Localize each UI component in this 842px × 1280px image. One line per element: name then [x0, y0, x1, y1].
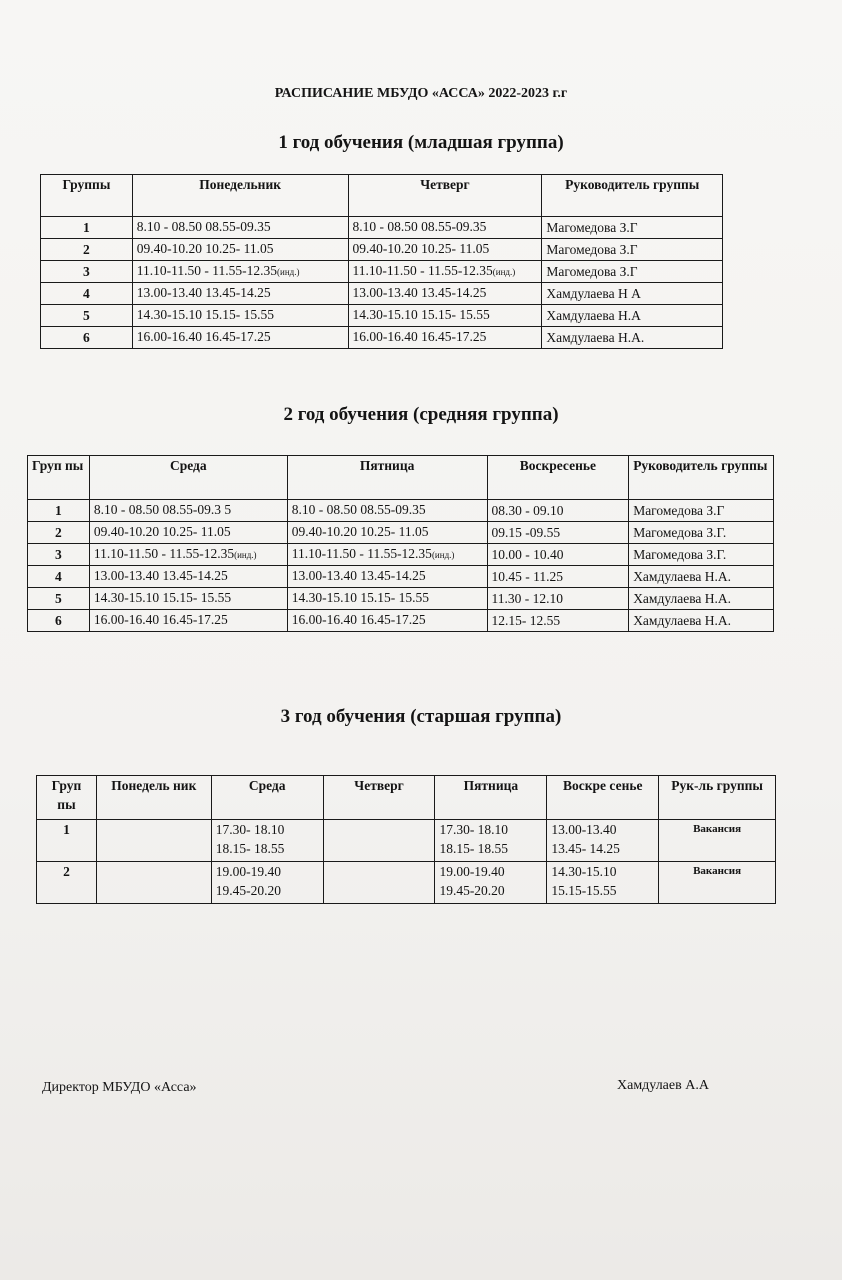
- monday-time-text: 8.10 - 08.50 08.55-09.35: [136, 219, 271, 234]
- thursday-time-text: 8.10 - 08.50 08.55-09.35: [352, 219, 487, 234]
- monday-time: [132, 261, 348, 283]
- col-header-monday: Понедельник: [132, 175, 348, 217]
- sunday-time: [547, 820, 659, 862]
- director-position: Директор МБУДО «Асса»: [42, 1080, 197, 1095]
- group-number: 1: [37, 820, 97, 862]
- leader-name: Хамдулаева Н.А: [542, 305, 723, 327]
- sunday-time: 11.30 - 12.10: [487, 588, 629, 610]
- wednesday-time-text: 09.40-10.20 10.25- 11.05: [93, 524, 231, 539]
- friday-time-text: 11.10-11.50 - 11.55-12.35: [291, 546, 432, 561]
- sunday-time: 10.45 - 11.25: [487, 566, 629, 588]
- document-title: РАСПИСАНИЕ МБУДО «АССА» 2022-2023 г.г: [274, 86, 568, 101]
- friday-time-line: 19.45-20.20: [439, 883, 505, 898]
- leader-name: Магомедова З.Г: [629, 500, 774, 522]
- group-number: 6: [28, 610, 90, 632]
- col-header-thursday: Четверг: [348, 175, 542, 217]
- table-row: [28, 544, 774, 566]
- table-row: [37, 820, 776, 862]
- thursday-time: [348, 239, 542, 261]
- thursday-time: [348, 217, 542, 239]
- wednesday-time-line: 17.30- 18.10: [215, 822, 285, 837]
- wednesday-time: [89, 610, 287, 632]
- friday-time: [287, 566, 487, 588]
- col-header-monday: Понедель ник: [96, 776, 211, 820]
- sunday-time-line: 15.15-15.55: [551, 883, 617, 898]
- group-number: 2: [41, 239, 133, 261]
- sunday-time: 08.30 - 09.10: [487, 500, 629, 522]
- sunday-time-line: 13.00-13.40: [551, 822, 617, 837]
- monday-time: [132, 283, 348, 305]
- section3-title: 3 год обучения (старшая группа): [280, 706, 562, 727]
- group-number: 1: [41, 217, 133, 239]
- group-number: 1: [28, 500, 90, 522]
- friday-note: (инд.): [431, 550, 455, 560]
- monday-time: [96, 862, 211, 904]
- table-row: [28, 500, 774, 522]
- friday-time-text: 8.10 - 08.50 08.55-09.35: [291, 502, 426, 517]
- leader-name: Хамдулаева Н.А.: [542, 327, 723, 349]
- wednesday-time-text: 11.10-11.50 - 11.55-12.35: [93, 546, 235, 561]
- thursday-time: [348, 327, 542, 349]
- wednesday-time: [89, 500, 287, 522]
- leader-name: Магомедова З.Г: [542, 217, 723, 239]
- thursday-time: [323, 862, 435, 904]
- monday-time: [132, 327, 348, 349]
- table-row: [28, 588, 774, 610]
- group-number: 6: [41, 327, 133, 349]
- leader-name: Магомедова З.Г.: [629, 544, 774, 566]
- thursday-time: [323, 820, 435, 862]
- wednesday-time-line: 19.00-19.40: [215, 864, 281, 879]
- thursday-time-text: 16.00-16.40 16.45-17.25: [352, 329, 487, 344]
- sunday-time: [547, 862, 659, 904]
- col-header-wednesday: Среда: [89, 456, 287, 500]
- friday-time-line: 19.00-19.40: [439, 864, 505, 879]
- wednesday-time-text: 13.00-13.40 13.45-14.25: [93, 568, 228, 583]
- friday-time-line: 18.15- 18.55: [439, 841, 509, 856]
- table-row: [37, 862, 776, 904]
- table-row: [41, 305, 723, 327]
- col-header-groups: Группы: [41, 175, 133, 217]
- sunday-time: 12.15- 12.55: [487, 610, 629, 632]
- wednesday-time-line: 19.45-20.20: [215, 883, 281, 898]
- friday-time: [287, 544, 487, 566]
- wednesday-time-text: 8.10 - 08.50 08.55-09.3 5: [93, 502, 232, 517]
- monday-time: [132, 239, 348, 261]
- friday-time-text: 16.00-16.40 16.45-17.25: [291, 612, 426, 627]
- director-name: Хамдулаев А.А: [617, 1078, 709, 1093]
- table-row: [41, 217, 723, 239]
- wednesday-time-line: 18.15- 18.55: [215, 841, 285, 856]
- leader-name: Вакансия: [659, 820, 776, 862]
- thursday-note: (инд.): [492, 267, 516, 277]
- col-header-sunday: Воскре сенье: [547, 776, 659, 820]
- col-header-wednesday: Среда: [211, 776, 323, 820]
- friday-time-text: 09.40-10.20 10.25- 11.05: [291, 524, 429, 539]
- table-row: [41, 327, 723, 349]
- wednesday-time-text: 16.00-16.40 16.45-17.25: [93, 612, 228, 627]
- col-header-leader: Руководитель группы: [629, 456, 774, 500]
- group-number: 5: [41, 305, 133, 327]
- wednesday-time: [89, 544, 287, 566]
- thursday-time: [348, 283, 542, 305]
- table-row: [28, 522, 774, 544]
- col-header-groups: Груп пы: [28, 456, 90, 500]
- wednesday-time: [89, 522, 287, 544]
- monday-time-text: 11.10-11.50 - 11.55-12.35: [136, 263, 278, 278]
- leader-name: Хамдулаева Н.А.: [629, 566, 774, 588]
- schedule-table-year3: [36, 775, 776, 904]
- section2-title: 2 год обучения (средняя группа): [283, 404, 559, 425]
- sunday-time: 09.15 -09.55: [487, 522, 629, 544]
- monday-time: [96, 820, 211, 862]
- monday-time-text: 14.30-15.10 15.15- 15.55: [136, 307, 275, 322]
- schedule-table-year1: [40, 174, 723, 349]
- thursday-time: [348, 305, 542, 327]
- schedule-table-year2: [27, 455, 774, 632]
- section1-title: 1 год обучения (младшая группа): [278, 132, 564, 153]
- friday-time-text: 14.30-15.10 15.15- 15.55: [291, 590, 429, 605]
- col-header-leader: Рук-ль группы: [659, 776, 776, 820]
- col-header-groups: Груп пы: [37, 776, 97, 820]
- leader-name: Хамдулаева Н А: [542, 283, 723, 305]
- monday-time-text: 16.00-16.40 16.45-17.25: [136, 329, 271, 344]
- table-row: [28, 610, 774, 632]
- thursday-time-text: 13.00-13.40 13.45-14.25: [352, 285, 487, 300]
- friday-time-line: 17.30- 18.10: [439, 822, 509, 837]
- monday-time-text: 09.40-10.20 10.25- 11.05: [136, 241, 274, 256]
- thursday-time-text: 11.10-11.50 - 11.55-12.35: [352, 263, 493, 278]
- wednesday-time: [211, 862, 323, 904]
- col-header-sunday: Воскресенье: [487, 456, 629, 500]
- col-header-thursday: Четверг: [323, 776, 435, 820]
- wednesday-time-text: 14.30-15.10 15.15- 15.55: [93, 590, 232, 605]
- friday-time-text: 13.00-13.40 13.45-14.25: [291, 568, 426, 583]
- leader-name: Хамдулаева Н.А.: [629, 610, 774, 632]
- group-number: 2: [28, 522, 90, 544]
- sunday-time: 10.00 - 10.40: [487, 544, 629, 566]
- wednesday-time: [211, 820, 323, 862]
- leader-name: Магомедова З.Г.: [629, 522, 774, 544]
- wednesday-time: [89, 566, 287, 588]
- thursday-time: [348, 261, 542, 283]
- sunday-time-line: 13.45- 14.25: [551, 841, 620, 856]
- monday-note: (инд.): [277, 267, 300, 277]
- monday-time: [132, 217, 348, 239]
- monday-time: [132, 305, 348, 327]
- leader-name: Магомедова З.Г: [542, 261, 723, 283]
- group-number: 3: [28, 544, 90, 566]
- table-row: [41, 261, 723, 283]
- col-header-friday: Пятница: [435, 776, 547, 820]
- leader-name: Магомедова З.Г: [542, 239, 723, 261]
- wednesday-time: [89, 588, 287, 610]
- col-header-leader: Руководитель группы: [542, 175, 723, 217]
- sunday-time-line: 14.30-15.10: [551, 864, 617, 879]
- group-number: 2: [37, 862, 97, 904]
- friday-time: [287, 500, 487, 522]
- table-row: [28, 566, 774, 588]
- leader-name: Хамдулаева Н.А.: [629, 588, 774, 610]
- table-row: [41, 283, 723, 305]
- monday-time-text: 13.00-13.40 13.45-14.25: [136, 285, 271, 300]
- wednesday-note: (инд.): [234, 550, 257, 560]
- thursday-time-text: 14.30-15.10 15.15- 15.55: [352, 307, 490, 322]
- thursday-time-text: 09.40-10.20 10.25- 11.05: [352, 241, 490, 256]
- friday-time: [287, 588, 487, 610]
- group-number: 4: [28, 566, 90, 588]
- col-header-friday: Пятница: [287, 456, 487, 500]
- group-number: 3: [41, 261, 133, 283]
- table-row: [41, 239, 723, 261]
- friday-time: [435, 820, 547, 862]
- leader-name: Вакансия: [659, 862, 776, 904]
- friday-time: [287, 522, 487, 544]
- group-number: 5: [28, 588, 90, 610]
- friday-time: [435, 862, 547, 904]
- friday-time: [287, 610, 487, 632]
- group-number: 4: [41, 283, 133, 305]
